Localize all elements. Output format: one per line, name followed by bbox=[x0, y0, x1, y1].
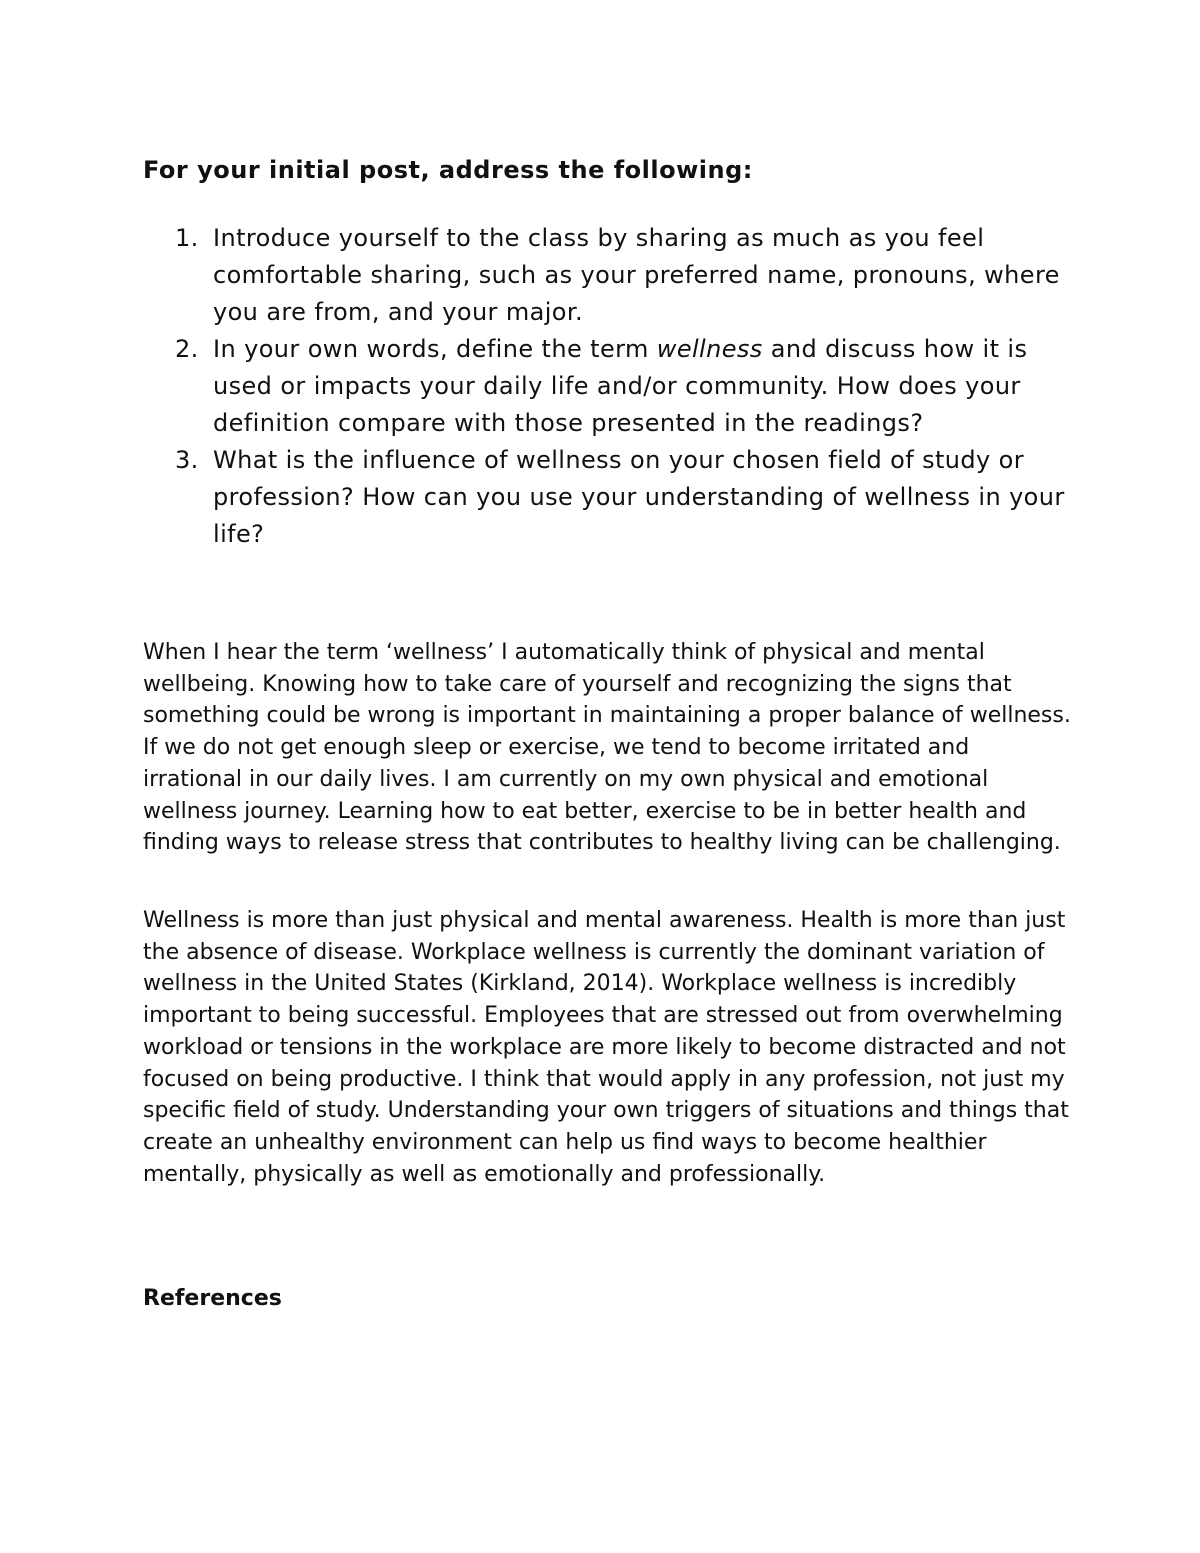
prompt-number: 3. bbox=[175, 446, 199, 474]
prompt-emphasis: wellness bbox=[656, 335, 763, 363]
response-paragraph-1: When I hear the term ‘wellness’ I automatically think of physical and mental wellbeing. Knowing how to take care of yourself and recognizing the signs that something could be wrong is important in maintaining a proper balance of wellness. If we do not get enough sleep or exercise, we tend to become irritated and irrational in our daily lives. I am currently on my own physical and emotional wellness journey. Learning how to eat better, exercise to be in better health and finding ways to release stress that contributes to healthy living can be challenging. bbox=[143, 640, 1071, 856]
prompt-item-2 bbox=[143, 331, 1073, 442]
prompt-text: What is the influence of wellness on your chosen field of study or profession? How can you use your understanding of wellness in your life? bbox=[213, 446, 1065, 548]
prompt-heading: For your initial post, address the following: bbox=[143, 156, 753, 184]
references-heading: References bbox=[143, 1286, 282, 1311]
prompt-text: Introduce yourself to the class by sharing as much as you feel comfortable sharing, such as your preferred name, pronouns, where you are from, and your major. bbox=[213, 224, 1060, 326]
prompt-item-1 bbox=[143, 220, 1073, 331]
prompt-number: 1. bbox=[175, 224, 199, 252]
prompt-list bbox=[143, 220, 1073, 553]
prompt-text-end: and discuss how it is used or impacts your daily life and/or community. How does your definition compare with those presented in the readings? bbox=[213, 335, 1028, 437]
response-paragraph-2: Wellness is more than just physical and mental awareness. Health is more than just the absence of disease. Workplace wellness is currently the dominant variation of wellness in the United States (Kirkland, 2014). Workplace wellness is incredibly important to being successful. Employees that are stressed out from overwhelming workload or tensions in the workplace are more likely to become distracted and not focused on being productive. I think that would apply in any profession, not just my specific field of study. Understanding your own triggers of situations and things that create an unhealthy environment can help us find ways to become healthier mentally, physically as well as emotionally and professionally. bbox=[143, 908, 1069, 1187]
prompt-text-start: In your own words, define the term bbox=[213, 335, 657, 363]
prompt-number: 2. bbox=[175, 335, 199, 363]
prompt-item-3 bbox=[143, 442, 1073, 553]
